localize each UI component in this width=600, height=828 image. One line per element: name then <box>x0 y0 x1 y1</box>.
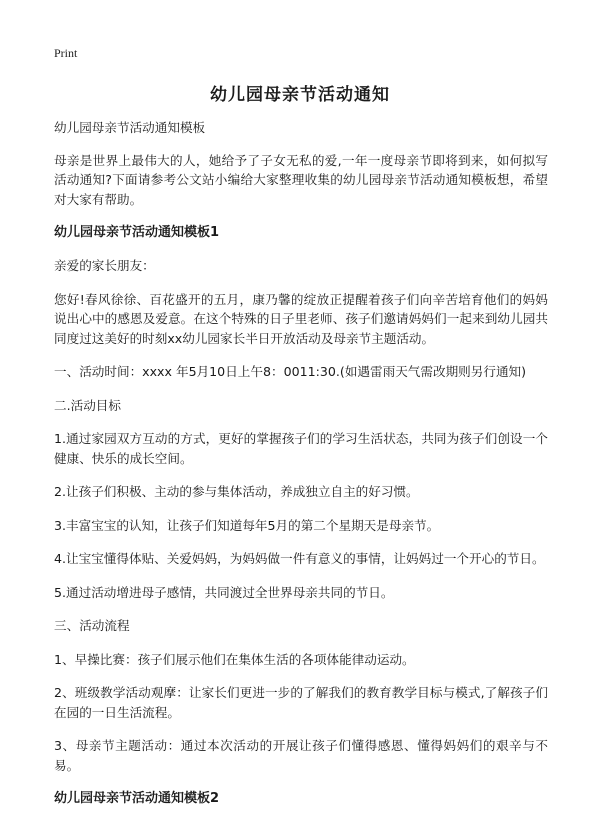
goal-item: 2.让孩子们积极、主动的参与集体活动，养成独立自主的好习惯。 <box>54 484 419 499</box>
document-body <box>54 118 548 822</box>
process-item: 1、早操比赛：孩子们展示他们在集体生活的各项体能律动运动。 <box>54 651 415 667</box>
goals-heading: 二.活动目标 <box>54 397 121 413</box>
page-title: 幼儿园母亲节活动通知 <box>210 85 390 105</box>
section2-heading: 幼儿园母亲节活动通知模板2 <box>54 791 220 806</box>
goal-item: 1.通过家园双方互动的方式，更好的掌握孩子们的学习生活状态，共同为孩子们创设一个健康、快乐的成长空间。 <box>54 431 548 466</box>
print-link[interactable]: Print <box>54 46 78 60</box>
process-item: 2、班级教学活动观摩：让家长们更进一步的了解我们的教育教学目标与模式,了解孩子们在园的一日生活流程。 <box>54 685 548 720</box>
intro-paragraph: 母亲是世界上最伟大的人，她给予了子女无私的爱,一年一度母亲节即将到来，如何拟写活动通知?下面请参考公文站小编给大家整理收集的幼儿园母亲节活动通知模板想，希望对大家有帮助。 <box>54 152 548 207</box>
section1-body: 您好!春风徐徐、百花盛开的五月，康乃馨的绽放正提醒着孩子们向辛苦培育他们的妈妈说出心中的感恩及爱意。在这个特殊的日子里老师、孩子们邀请妈妈们一起来到幼儿园共同度过这美好的时刻xx幼儿园家长半日开放活动及母亲节主题活动。 <box>54 291 548 346</box>
activity-time: 一、活动时间：xxxx 年5月10日上午8：0011:30.(如遇雷雨天气需改期则另行通知) <box>54 364 527 379</box>
process-item: 3、母亲节主题活动：通过本次活动的开展让孩子们懂得感恩、懂得妈妈们的艰辛与不易。 <box>54 738 548 773</box>
subtitle: 幼儿园母亲节活动通知模板 <box>54 120 206 135</box>
goal-item: 3.丰富宝宝的认知，让孩子们知道每年5月的第二个星期天是母亲节。 <box>54 517 440 533</box>
goal-item: 5.通过活动增进母子感情，共同渡过全世界母亲共同的节日。 <box>54 584 394 600</box>
goal-item: 4.让宝宝懂得体贴、关爱妈妈，为妈妈做一件有意义的事情，让妈妈过一个开心的节日。 <box>54 551 545 566</box>
section1-heading: 幼儿园母亲节活动通知模板1 <box>54 225 220 240</box>
process-heading: 三、活动流程 <box>54 618 130 633</box>
greeting: 亲爱的家长朋友： <box>54 258 155 273</box>
